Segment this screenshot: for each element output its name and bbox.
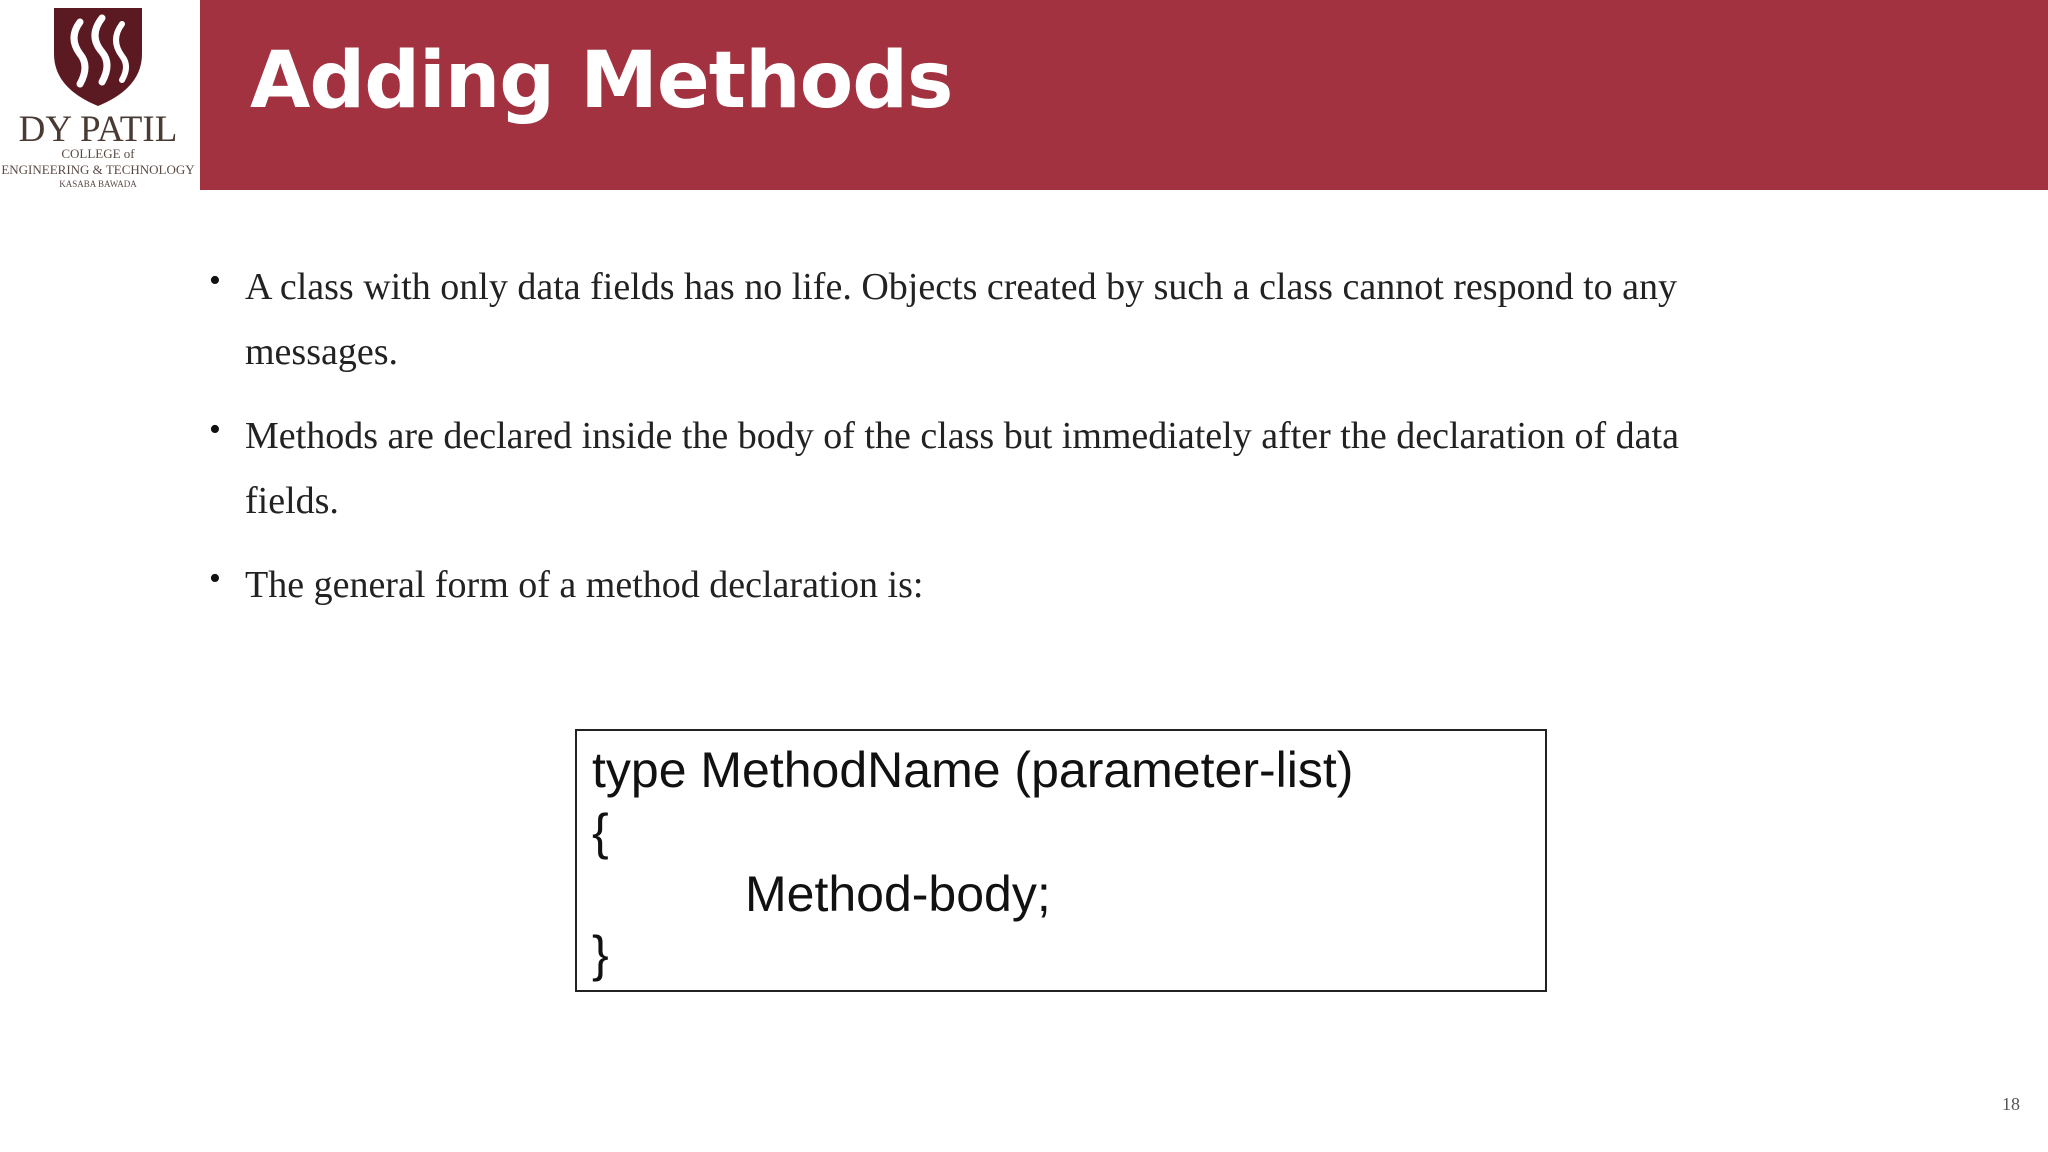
bullet-dot-icon: • bbox=[209, 262, 221, 299]
code-line-signature: type MethodName (parameter-list) bbox=[592, 742, 1354, 798]
code-line-close-brace: } bbox=[592, 926, 609, 982]
page-number: 18 bbox=[2002, 1094, 2020, 1114]
bullet-dot-icon: • bbox=[209, 560, 221, 597]
bullet-text: Methods are declared inside the body of the class but immediately after the declaration of data fields. bbox=[245, 415, 1679, 522]
method-syntax-box bbox=[575, 729, 1547, 992]
bullet-list bbox=[205, 255, 1705, 637]
logo-subtitle-engineering: ENGINEERING & TECHNOLOGY bbox=[1, 162, 195, 177]
slide-title: Adding Methods bbox=[250, 36, 953, 126]
code-line-body: Method-body; bbox=[745, 866, 1051, 922]
logo-subtitle-college: COLLEGE of bbox=[61, 146, 135, 161]
logo-name: DY PATIL bbox=[18, 109, 178, 150]
title-bar bbox=[200, 0, 2048, 190]
bullet-item bbox=[205, 255, 1705, 385]
bullet-item bbox=[205, 553, 1705, 618]
logo-subtitle-location: KASABA BAWADA bbox=[59, 179, 137, 189]
code-line-open-brace: { bbox=[592, 804, 609, 860]
college-logo bbox=[0, 0, 200, 190]
bullet-text: The general form of a method declaration is: bbox=[245, 564, 924, 606]
bullet-text: A class with only data fields has no life. Objects created by such a class cannot respond to any messages. bbox=[245, 266, 1677, 373]
bullet-item bbox=[205, 404, 1705, 534]
shield-logo-icon bbox=[50, 4, 146, 108]
bullet-dot-icon: • bbox=[209, 411, 221, 448]
